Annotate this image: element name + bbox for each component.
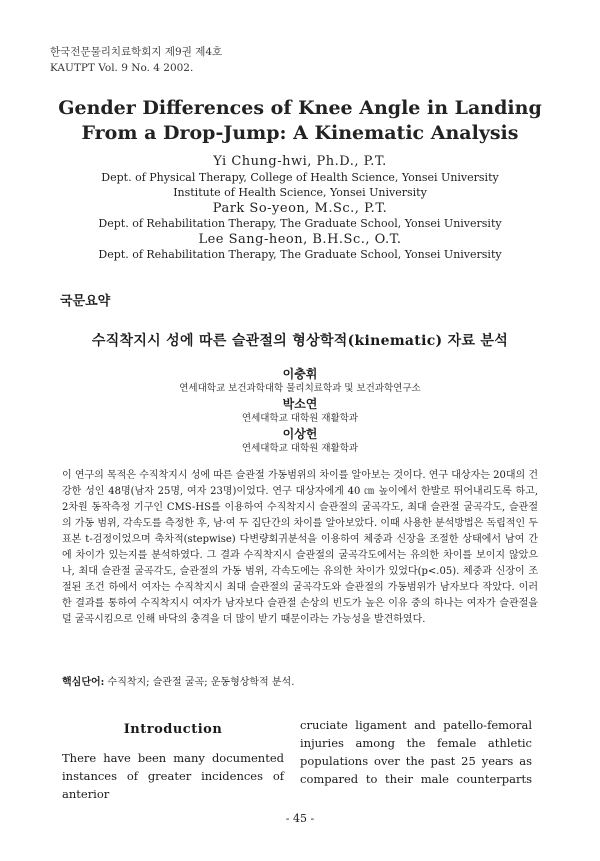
text-line: compared to their male counterparts xyxy=(300,772,532,786)
korean-title: 수직착지시 성에 따른 슬관절의 형상학적(kinematic) 자료 분석 xyxy=(91,333,509,349)
introduction-heading: Introduction xyxy=(123,722,223,737)
korean-author-name: 이충휘 xyxy=(282,367,318,381)
introduction-text-right xyxy=(300,716,532,788)
journal-name-korean: 한국전문물리치료학회지 제9권 제4호 xyxy=(50,46,223,58)
author-name: Yi Chung-hwi, Ph.D., P.T. xyxy=(213,154,387,169)
text-line: injuries among the female athletic xyxy=(300,736,532,750)
korean-author-affiliation: 연세대학교 보건과학대학 물리치료학과 및 보건과학연구소 xyxy=(179,383,421,394)
right-column xyxy=(300,716,532,788)
keywords-label: 핵심단어: xyxy=(62,677,105,688)
left-column xyxy=(62,716,284,803)
keywords xyxy=(62,673,294,688)
korean-author-affiliation: 연세대학교 대학원 재활학과 xyxy=(241,413,359,424)
paper-title-line-2: From a Drop-Jump: A Kinematic Analysis xyxy=(81,122,519,144)
korean-author-affiliation: 연세대학교 대학원 재활학과 xyxy=(241,443,359,454)
author-name: Park So-yeon, M.Sc., P.T. xyxy=(212,200,388,216)
author-affiliation: Dept. of Rehabilitation Therapy, The Graduate School, Yonsei University xyxy=(98,217,502,230)
author-block xyxy=(0,154,600,263)
keywords-list: 수직착지; 슬관절 굴곡; 운동형상학적 분석. xyxy=(107,677,295,688)
author-affiliation: Institute of Health Science, Yonsei University xyxy=(173,186,427,199)
journal-header xyxy=(50,44,222,76)
korean-abstract-body: 이 연구의 목적은 수직착지시 성에 따른 슬관절 가동범위의 차이를 알아보는 것이다. 연구 대상자는 20대의 건강한 성인 48명(남자 25명, 여자 23명)이었다. 연구 대상자에게 40 ㎝ 높이에서 한발로 뛰어내리도록 하고, 2차원 동작측정 기구인 CMS-HS를 이용하여 수직착지시 슬관절의 굴곡각도, 최대 슬관절 굴곡각도, 슬관절의 가동 범위, 각속도를 측정한 후, 남·여 두 집단간의 차이를 알아보았다. 이때 사용한 분석방법은 독립적인 두 표본 t-검정이었으며 축차적(stepwise) 다변량회귀분석을 이용하여 체중과 신장을 조절한 상태에서 남여 간에 차이가 있는지를 분석하였다. 그 결과 수직착지시 슬관절의 굴곡각도에서는 유의한 차이를 보이지 않았으나, 최대 슬관절 굴곡각도, 슬관절의 가동 범위, 각속도에는 유의한 차이가 있었다(p<.05). 체중과 신장이 조절된 조건 하에서 여자는 수직착지시 최대 슬관절의 굴곡각도와 슬관절의 가동범위가 남자보다 작았다. 이러한 결과를 통하여 수직착지시 여자가 남자보다 슬관절 손상의 빈도가 높은 이유 중의 하나는 여자가 슬관절을 덜 굴곡시킴으로 인해 바닥의 충격을 더 많이 받기 때문이라는 가능성을 발견하였다. xyxy=(62,470,538,625)
author-affiliation: Dept. of Physical Therapy, College of Health Science, Yonsei University xyxy=(101,170,499,184)
journal-volume: KAUTPT Vol. 9 No. 4 2002. xyxy=(50,62,194,74)
korean-abstract-label: 국문요약 xyxy=(60,294,111,309)
text-line: cruciate ligament and patello-femoral xyxy=(300,718,532,732)
text-line: populations over the past 25 years as xyxy=(300,754,532,768)
page-number: - 45 - xyxy=(285,812,315,825)
korean-author-name: 이상헌 xyxy=(282,427,318,441)
author-affiliation: Dept. of Rehabilitation Therapy, The Graduate School, Yonsei University xyxy=(98,248,502,261)
paper-title xyxy=(0,96,600,146)
author-name: Lee Sang-heon, B.H.Sc., O.T. xyxy=(198,231,402,247)
introduction-text-left: There have been many documented instances of greater incidences of anterior xyxy=(62,751,284,801)
korean-author-block xyxy=(0,366,600,456)
paper-title-line-1: Gender Differences of Knee Angle in Landing xyxy=(58,97,542,119)
korean-author-name: 박소연 xyxy=(282,397,318,411)
